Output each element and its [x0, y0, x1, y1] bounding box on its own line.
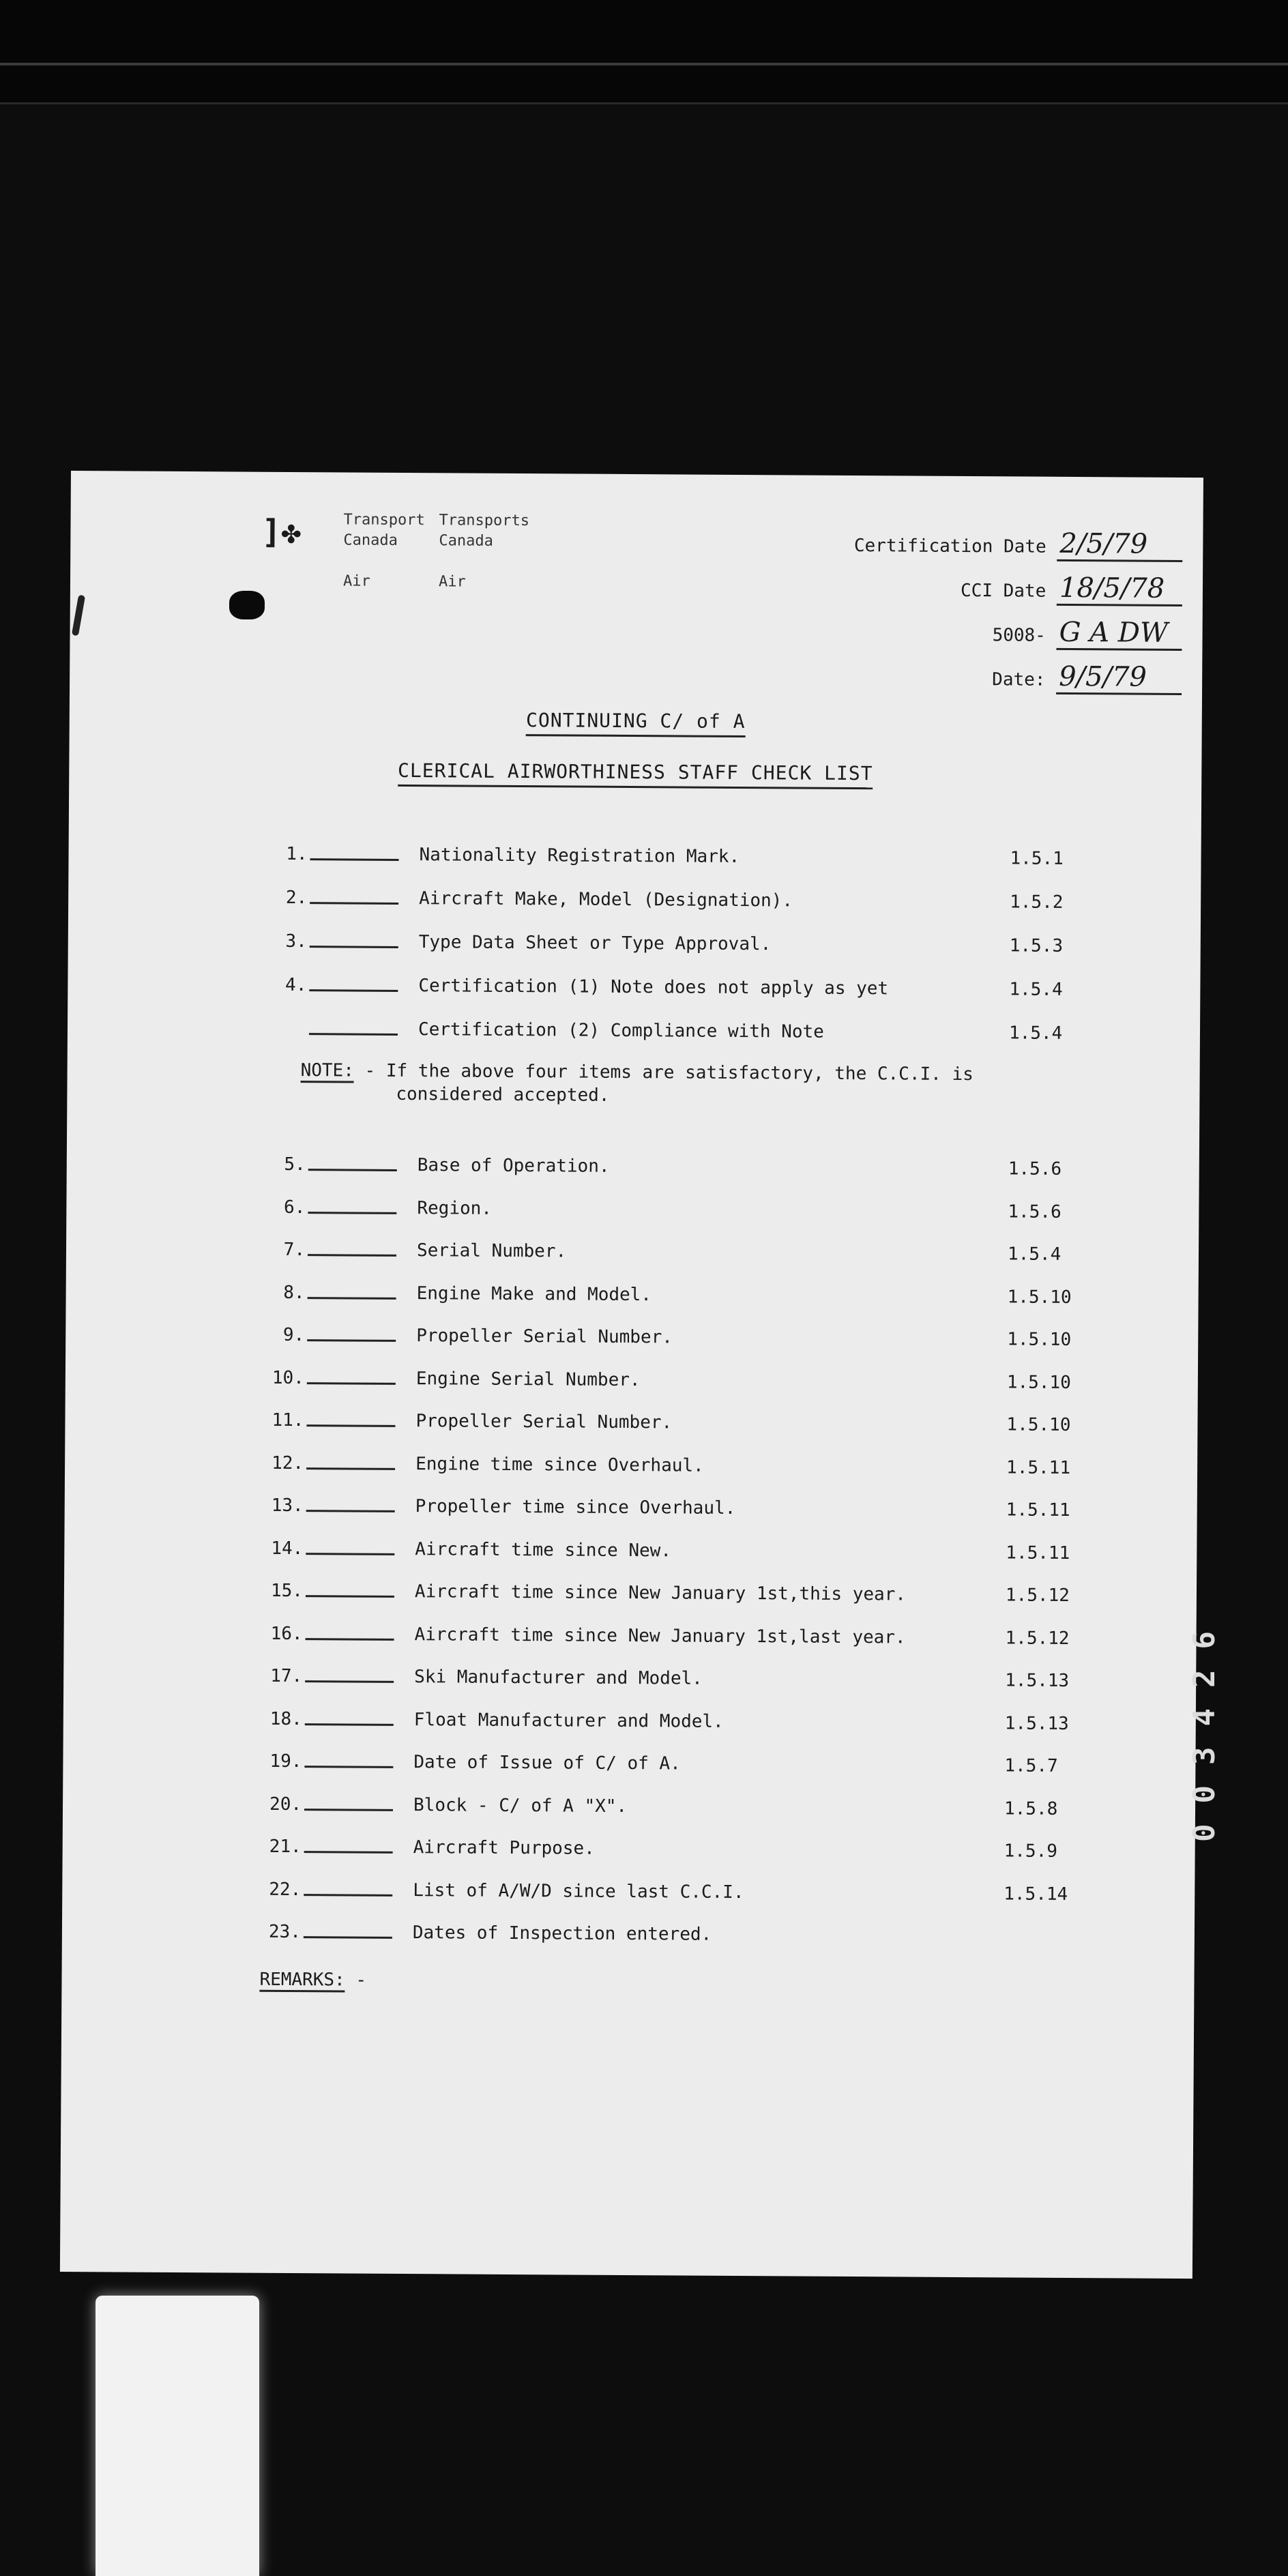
item-text: Date of Issue of C/ of A. [413, 1752, 681, 1774]
item-number: 4. [284, 974, 307, 996]
item-reference: 1.5.4 [1007, 1244, 1062, 1265]
checklist-item [273, 837, 1085, 869]
check-blank-line[interactable] [310, 902, 398, 905]
item-number: 5. [284, 1154, 306, 1175]
punch-hole-mark [229, 591, 265, 619]
item-reference: 1.5.2 [1010, 892, 1064, 913]
item-number: 6. [284, 1197, 306, 1218]
checklist-item [270, 1360, 1082, 1392]
item-reference: 1.5.11 [1006, 1499, 1070, 1521]
check-blank-line[interactable] [307, 1382, 396, 1385]
item-reference: 1.5.9 [1004, 1841, 1058, 1862]
check-blank-line[interactable] [309, 989, 398, 992]
item-reference: 1.5.12 [1005, 1627, 1070, 1649]
checklist-item [269, 1489, 1081, 1521]
item-text: Type Data Sheet or Type Approval. [418, 932, 772, 955]
item-text: Engine Serial Number. [415, 1368, 641, 1390]
file-number-field: 5008- G A DW [992, 616, 1182, 651]
item-text: Ski Manufacturer and Model. [414, 1667, 703, 1689]
item-number: 1. [286, 843, 308, 865]
item-number: 11. [272, 1409, 304, 1431]
item-text: List of A/W/D since last C.C.I. [413, 1879, 744, 1903]
checklist-item [269, 1531, 1081, 1563]
check-blank-line[interactable] [308, 1254, 396, 1257]
check-blank-line[interactable] [308, 1169, 397, 1171]
checklist-item [269, 1446, 1081, 1478]
check-blank-line[interactable] [304, 1809, 393, 1811]
item-number: 13. [271, 1495, 304, 1517]
check-blank-line[interactable] [310, 858, 399, 861]
item-reference: 1.5.13 [1005, 1670, 1070, 1691]
item-number: 9. [282, 1324, 305, 1346]
item-reference: 1.5.10 [1007, 1286, 1072, 1308]
item-reference: 1.5.14 [1004, 1883, 1068, 1905]
check-blank-line[interactable] [306, 1595, 394, 1598]
item-number: 14. [271, 1538, 304, 1559]
department-fr: Transports Canada Air [438, 512, 530, 591]
item-number: 8. [283, 1282, 305, 1303]
form-subtitle: CLERICAL AIRWORTHINESS STAFF CHECK LIST [69, 757, 1201, 787]
item-reference: 1.5.4 [1009, 979, 1063, 1000]
item-text: Aircraft time since New January 1st,this year. [414, 1581, 907, 1605]
checklist-item [268, 1659, 1080, 1691]
item-reference: 1.5.1 [1010, 848, 1064, 869]
film-glare [96, 2296, 259, 2576]
item-number: 16. [270, 1623, 303, 1644]
checklist-item [267, 1744, 1079, 1776]
check-blank-line[interactable] [305, 1680, 394, 1683]
check-blank-line[interactable] [304, 1894, 392, 1897]
item-number: 2. [285, 887, 308, 909]
check-blank-line[interactable] [310, 946, 398, 948]
item-number: 21. [269, 1836, 302, 1858]
item-reference: 1.5.6 [1008, 1201, 1062, 1223]
checklist-item [269, 1403, 1081, 1435]
checklist-item [272, 968, 1084, 1000]
item-text: Aircraft Purpose. [413, 1837, 595, 1859]
item-number: 3. [285, 931, 307, 952]
checklist-item [273, 881, 1085, 913]
check-blank-line[interactable] [307, 1339, 396, 1342]
date-field: Date: 9/5/79 [992, 660, 1182, 695]
checklist-item [267, 1915, 1079, 1947]
item-text: Aircraft time since New January 1st,last year. [414, 1624, 906, 1648]
item-number: 7. [283, 1239, 306, 1261]
item-number: 15. [270, 1580, 304, 1602]
item-reference: 1.5.10 [1006, 1371, 1071, 1393]
item-reference: 1.5.6 [1008, 1158, 1062, 1180]
certification-date-field: Certification Date 2/5/79 [854, 527, 1183, 562]
item-number: 17. [270, 1665, 303, 1687]
checklist-item [272, 1147, 1083, 1180]
item-text: Nationality Registration Mark. [419, 845, 740, 867]
checklist-item [271, 1275, 1083, 1307]
checklist-item [267, 1830, 1079, 1862]
item-text: Aircraft Make, Model (Designation). [419, 888, 793, 911]
item-text: Certification (2) Compliance with Note [418, 1019, 824, 1042]
item-reference: 1.5.8 [1004, 1798, 1058, 1819]
check-blank-line[interactable] [304, 1851, 393, 1854]
checklist-item [270, 1318, 1082, 1350]
item-number: 12. [272, 1452, 304, 1474]
check-blank-line[interactable] [308, 1297, 396, 1300]
check-blank-line[interactable] [306, 1467, 395, 1470]
item-number: 22. [269, 1879, 302, 1900]
item-reference: 1.5.10 [1006, 1414, 1071, 1435]
department-en: Transport Canada Air [342, 511, 425, 590]
checklist-item [272, 1012, 1084, 1044]
item-text: Certification (1) Note does not apply as yet [418, 976, 889, 999]
item-reference [1004, 1946, 1079, 1947]
check-blank-line[interactable] [304, 1936, 392, 1939]
item-text: Propeller Serial Number. [415, 1411, 673, 1433]
check-blank-line[interactable] [304, 1766, 393, 1768]
check-blank-line[interactable] [306, 1424, 395, 1427]
item-text: Dates of Inspection entered. [412, 1922, 712, 1945]
checklist-item [269, 1616, 1081, 1648]
item-text: Float Manufacturer and Model. [413, 1709, 724, 1732]
cci-date-field: CCI Date 18/5/78 [961, 572, 1182, 606]
item-reference: 1.5.11 [1006, 1542, 1070, 1564]
item-reference: 1.5.11 [1006, 1457, 1071, 1478]
item-text: Region. [417, 1197, 493, 1219]
check-blank-line[interactable] [306, 1553, 394, 1555]
item-number: 19. [269, 1751, 302, 1772]
item-text: Engine time since Overhaul. [415, 1453, 704, 1476]
film-frame-number: 003426 [1187, 1611, 1222, 1842]
item-reference: 1.5.10 [1007, 1329, 1072, 1350]
check-blank-line[interactable] [306, 1510, 395, 1512]
checklist-item [267, 1787, 1079, 1819]
item-text: Block - C/ of A "X". [413, 1794, 628, 1817]
item-reference: 1.5.4 [1008, 1023, 1063, 1044]
film-strip [0, 63, 1288, 65]
item-reference: 1.5.7 [1004, 1755, 1058, 1776]
check-blank-line[interactable] [305, 1723, 394, 1726]
checklist-item [271, 1190, 1083, 1222]
check-blank-line[interactable] [306, 1638, 394, 1641]
checklist-item [267, 1872, 1079, 1904]
item-number: 20. [269, 1794, 302, 1815]
form-title: CONTINUING C/ of A [70, 706, 1202, 735]
item-text: Engine Make and Model. [416, 1283, 652, 1305]
item-text: Serial Number. [416, 1240, 567, 1262]
item-number: 23. [268, 1921, 302, 1943]
item-reference: 1.5.12 [1005, 1585, 1070, 1606]
canada-flag-logo: ]✤ [261, 512, 302, 552]
item-number: 18. [269, 1708, 302, 1729]
checklist-item [269, 1574, 1081, 1606]
item-text: Aircraft time since New. [415, 1538, 672, 1561]
item-reference: 1.5.13 [1004, 1712, 1069, 1734]
document-page [60, 471, 1203, 2279]
check-blank-line[interactable] [309, 1033, 398, 1036]
item-reference: 1.5.3 [1009, 935, 1064, 956]
item-text: Base of Operation. [417, 1155, 610, 1177]
checklist-item [273, 924, 1085, 956]
item-text: Propeller Serial Number. [416, 1326, 673, 1348]
item-number: 10. [272, 1367, 304, 1388]
check-blank-line[interactable] [308, 1212, 396, 1214]
remarks-label: REMARKS: - [259, 1970, 366, 1991]
checklist-item [271, 1233, 1083, 1265]
checklist-item [268, 1701, 1080, 1733]
film-edge [0, 0, 1288, 104]
item-text: Propeller time since Overhaul. [415, 1496, 736, 1519]
note-block: NOTE: - If the above four items are satisfactory, the C.C.I. is considered accepted. [300, 1060, 974, 1106]
